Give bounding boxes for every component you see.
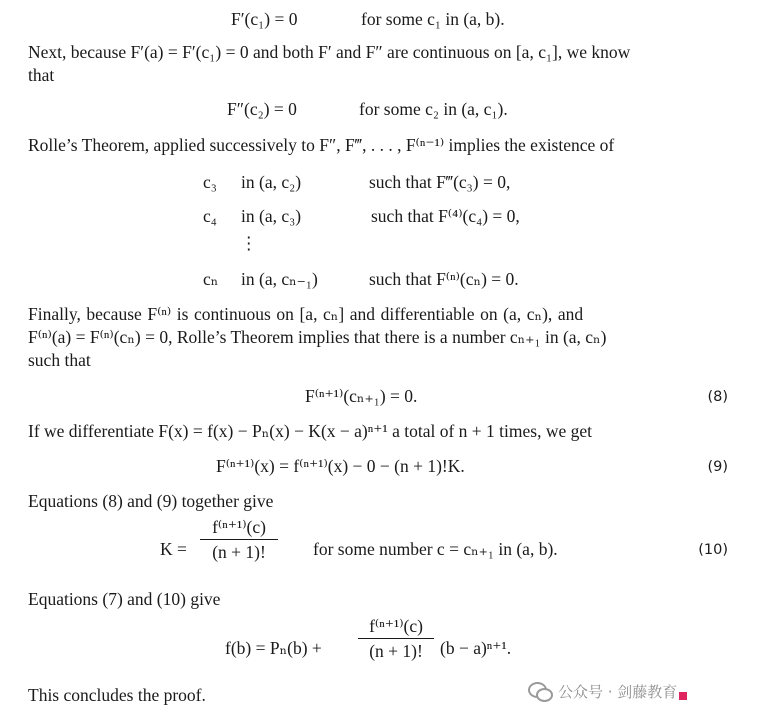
formula-f2-c2: F″(c₂) = 0 (227, 99, 297, 119)
paragraph-eq7-eq10: Equations (7) and (10) give (28, 589, 221, 609)
paragraph-next-cont: that (28, 65, 55, 85)
condition-c1: for some c₁ in (a, b). (361, 9, 505, 29)
equation-number-9: (9) (707, 459, 728, 475)
fraction-numerator: f⁽ⁿ⁺¹⁾(c) (212, 517, 266, 537)
row-c4-interval: in (a, c₃) (241, 206, 302, 226)
watermark-text: 公众号 · 剑藤教育 (558, 682, 678, 701)
paragraph-finally: Finally, because F⁽ⁿ⁾ is continuous on [a, cₙ] and differentiable on (a, cₙ), and (28, 304, 584, 324)
equation-final-lhs: f(b) = Pₙ(b) + (225, 638, 322, 658)
equation-number-10: (10) (698, 542, 728, 558)
equation-9: F⁽ⁿ⁺¹⁾(x) = f⁽ⁿ⁺¹⁾(x) − 0 − (n + 1)!K. (216, 456, 465, 476)
paragraph-differentiate: If we differentiate F(x) = f(x) − Pₙ(x) − K(x − a)ⁿ⁺¹ a total of n + 1 times, we get (28, 421, 592, 441)
equation-10-condition: for some number c = cₙ₊₁ in (a, b). (313, 539, 558, 559)
row-c4-condition: such that F⁽⁴⁾(c₄) = 0, (371, 206, 520, 226)
watermark (528, 680, 687, 702)
fraction-denominator: (n + 1)! (369, 641, 423, 661)
fraction-denominator: (n + 1)! (212, 542, 266, 562)
equation-number-8: (8) (707, 389, 728, 405)
condition-c2: for some c₂ in (a, c₁). (359, 99, 508, 119)
formula-f1-c1: F′(c₁) = 0 (231, 9, 298, 29)
row-cn-condition: such that F⁽ⁿ⁾(cₙ) = 0. (369, 269, 519, 289)
watermark-accent (679, 692, 687, 700)
paragraph-eq8-eq9: Equations (8) and (9) together give (28, 491, 274, 511)
row-c4-var: c₄ (203, 206, 217, 226)
paragraph-conclusion: This concludes the proof. (28, 685, 206, 705)
equation-10-fraction (200, 516, 278, 563)
equation-10-lhs: K = (160, 539, 187, 559)
equation-final-fraction (358, 615, 434, 662)
paragraph-next: Next, because F′(a) = F′(c₁) = 0 and both F′ and F″ are continuous on [a, c₁], we know (28, 42, 631, 62)
equation-final-rhs: (b − a)ⁿ⁺¹. (440, 638, 512, 658)
paragraph-rolle: Rolle’s Theorem, applied successively to F″, F‴, . . . , F⁽ⁿ⁻¹⁾ implies the existence of (28, 135, 615, 155)
fraction-bar (358, 638, 434, 639)
row-c3-condition: such that F‴(c₃) = 0, (369, 172, 511, 192)
fraction-bar (200, 539, 278, 540)
row-cn-var: cₙ (203, 269, 219, 289)
wechat-icon (528, 680, 552, 702)
equation-8: F⁽ⁿ⁺¹⁾(cₙ₊₁) = 0. (305, 386, 418, 406)
paragraph-finally-cont: F⁽ⁿ⁾(a) = F⁽ⁿ⁾(cₙ) = 0, Rolle’s Theorem implies that there is a number cₙ₊₁ in (a, cₙ) (28, 327, 607, 347)
row-c3-var: c₃ (203, 172, 217, 192)
row-cn-interval: in (a, cₙ₋₁) (241, 269, 318, 289)
vertical-ellipsis: ⋮ (240, 233, 258, 253)
paragraph-finally-end: such that (28, 350, 91, 370)
fraction-numerator: f⁽ⁿ⁺¹⁾(c) (369, 616, 423, 636)
row-c3-interval: in (a, c₂) (241, 172, 302, 192)
